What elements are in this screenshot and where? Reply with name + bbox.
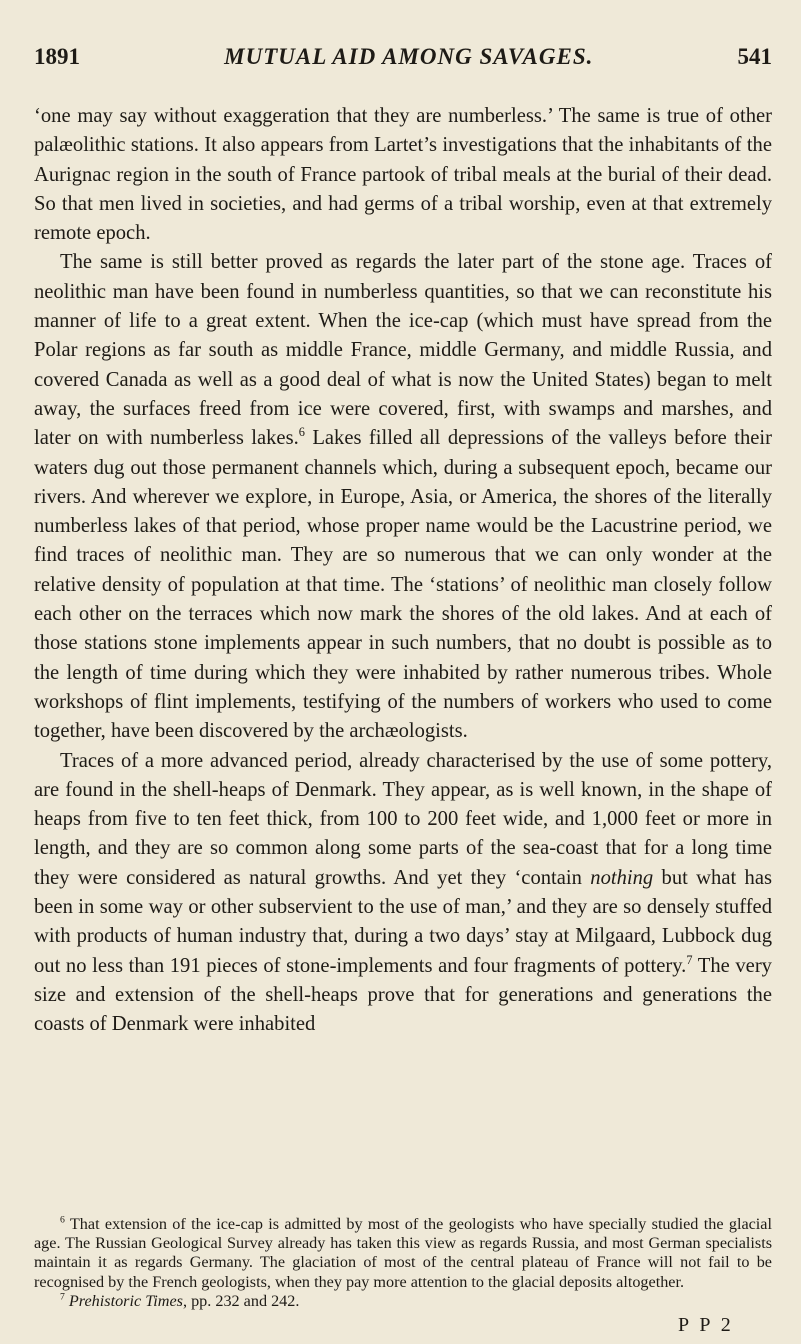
- footnote-6: [34, 1215, 772, 1292]
- footnote-6-text: That extension of the ice-cap is admitted by most of the geologists who have specially studied the glacial age. The Russian Geological Survey already has taken this view as regards Russia, and most German specialists maintain it as regards Germany. The glaciation of most of the central plateau of France will not fail to be recognised by the French geologists, when they pay more attention to the glacial deposits altogether.: [34, 1215, 772, 1291]
- running-header: [34, 44, 772, 70]
- footnotes: [34, 1215, 772, 1311]
- paragraph-3: [34, 747, 772, 1040]
- paragraph-2: [34, 248, 772, 746]
- footnote-7-title: Prehistoric Times: [68, 1291, 183, 1310]
- paragraph-3-part-b: but what has been in some way or other subservient to the use of man,’ and they are so densely stuffed with products of human industry that, during a two days’ stay at Milgaard, Lubbock dug out no less than 191 pieces of stone-implements and four fragments of pottery.: [34, 866, 773, 977]
- footnote-6-mark: 6: [60, 1214, 65, 1226]
- header-year: 1891: [34, 44, 80, 69]
- emphasis-nothing: nothing: [590, 866, 654, 889]
- paragraph-3-part-c: The very size and extension of the shell-heaps prove that for generations and generations the coasts of Denmark were inhabited: [34, 954, 772, 1036]
- header-title: MUTUAL AID AMONG SAVAGES.: [224, 44, 594, 69]
- footnote-ref-7: 7: [686, 952, 693, 967]
- footnote-7-text: , pp. 232 and 242.: [182, 1291, 300, 1310]
- footnote-ref-6: 6: [298, 425, 305, 440]
- page-number: 541: [737, 44, 772, 69]
- footnote-7: [34, 1292, 772, 1311]
- paragraph-2-part-b: Lakes filled all depressions of the valleys before their waters dug out those permanent channels which, during a subsequent epoch, became our rivers. And wherever we explore, in Europe, Asia, or America, the shores of the literally numberless lakes of that period, whose proper name would be the Lacustrine period, we find traces of neolithic man. They are so numerous that we can only wonder at the relative density of population at that time. The ‘stations’ of neolithic man closely follow each other on the terraces which now mark the shores of the old lakes. And at each of those stations stone implements appear in such numbers, that no doubt is possible as to the length of time during which they were inhabited by rather numerous tribes. Whole workshops of flint implements, testifying of the numbers of workers who used to come together, have been discovered by the archæologists.: [34, 427, 772, 743]
- paragraph-3-part-a: Traces of a more advanced period, already characterised by the use of some pottery, are found in the shell-heaps of Denmark. They appear, as is well known, in the shape of heaps from five to ten feet thick, from 100 to 200 feet wide, and 1,000 feet or more in length, and they are so common along some parts of the sea-coast that for a long time they were considered as natural growths. And yet they ‘contain: [34, 749, 772, 889]
- paragraph-2-part-a: The same is still better proved as regards the later part of the stone age. Traces of neolithic man have been found in numberless quantities, so that we can reconstitute his manner of life to a great extent. When the ice-cap (which must have spread from the Polar regions as far south as middle France, middle Germany, and middle Russia, and covered Canada as well as a good deal of what is now the United States) began to melt away, the surfaces freed from ice were covered, first, with swamps and marshes, and later on with numberless lakes.: [34, 251, 772, 450]
- paragraph-1: ‘one may say without exaggeration that they are numberless.’ The same is true of other palæolithic stations. It also appears from Lartet’s investigations that the inhabitants of the Aurignac region in the south of France partook of tribal meals at the burial of their dead. So that men lived in societies, and had germs of a tribal worship, even at that extremely remote epoch.: [34, 105, 772, 245]
- main-text: [34, 102, 772, 1040]
- printer-signature: P P 2: [678, 1314, 734, 1336]
- footnote-7-mark: 7: [60, 1291, 65, 1303]
